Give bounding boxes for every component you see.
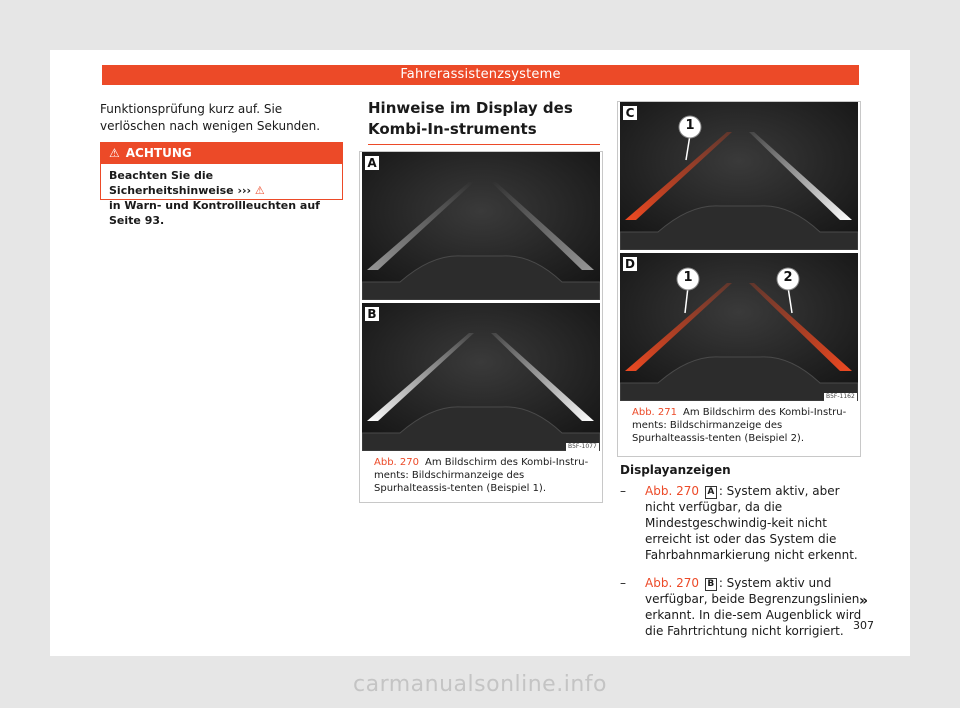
panel-letter-c: C bbox=[623, 106, 637, 120]
panel-key-b: B bbox=[705, 578, 717, 591]
callout-marker-2: 2 bbox=[783, 270, 793, 285]
warning-triangle-icon: ⚠ bbox=[109, 146, 120, 160]
figure-code: B5F-1077 bbox=[568, 443, 597, 450]
page-number: 307 bbox=[853, 619, 874, 632]
list-dash: – bbox=[620, 484, 626, 498]
warning-inline-icon: ⚠ bbox=[254, 184, 265, 197]
panel-a bbox=[362, 152, 600, 300]
lane-display-b bbox=[362, 303, 600, 451]
figure-code: B5F-1162 bbox=[826, 393, 855, 400]
watermark: carmanualsonline.info bbox=[353, 672, 607, 697]
warning-body-prefix: Beachten Sie die Sicherheitshinweise ››› bbox=[109, 169, 252, 197]
caption-text: Am Bildschirm des Kombi-Instru-ments: Bildschirmanzeige des Spurhalteassis-tenten (Beispiel 2). bbox=[632, 407, 847, 444]
warning-header bbox=[101, 143, 342, 164]
list-item-text: : System aktiv, aber nicht verfügbar, da die Mindestgeschwindig-keit nicht erreicht ist oder das System die Fahrbahnmarkierung nicht erkennt. bbox=[645, 484, 858, 562]
list-item bbox=[620, 575, 870, 639]
caption-label: Abb. 270 bbox=[374, 457, 419, 468]
display-heading: Displayanzeigen bbox=[620, 463, 731, 477]
figure-reference-link[interactable]: Abb. 270 bbox=[645, 484, 699, 498]
figure-270-caption bbox=[374, 456, 594, 495]
manual-page bbox=[50, 50, 910, 656]
panel-key-a: A bbox=[705, 486, 717, 499]
callout-marker-1: 1 bbox=[685, 118, 695, 133]
lane-display-c bbox=[620, 102, 858, 250]
figure-271-caption bbox=[632, 406, 852, 445]
warning-title: ACHTUNG bbox=[125, 146, 192, 160]
warning-box bbox=[100, 142, 343, 227]
list-item-text: : System aktiv und verfügbar, beide Begrenzungslinien erkannt. In die-sem Augenblick wird die Fahrtrichtung nicht korrigiert. bbox=[645, 576, 862, 638]
panel-c bbox=[620, 102, 858, 250]
lane-display-d bbox=[620, 253, 858, 401]
warning-body bbox=[101, 164, 342, 228]
panel-d bbox=[620, 253, 858, 401]
figure-271 bbox=[617, 101, 861, 457]
panel-letter-b: B bbox=[365, 307, 379, 321]
intro-paragraph: Funktionsprüfung kurz auf. Sie verlöschen nach wenigen Sekunden. bbox=[100, 102, 321, 133]
list-item bbox=[620, 483, 870, 563]
caption-label: Abb. 271 bbox=[632, 407, 677, 418]
caption-text: Am Bildschirm des Kombi-Instru-ments: Bildschirmanzeige des Spurhalteassis-tenten (Beispiel 1). bbox=[374, 457, 589, 494]
warning-body-suffix: in Warn- und Kontrollleuchten auf Seite 93. bbox=[109, 199, 320, 227]
callout-marker-1: 1 bbox=[683, 270, 693, 285]
panel-letter-a: A bbox=[365, 156, 379, 170]
figure-270 bbox=[359, 151, 603, 503]
section-title: Hinweise im Display des Kombi-In-struments bbox=[368, 98, 600, 145]
list-dash: – bbox=[620, 576, 626, 590]
display-list bbox=[620, 483, 870, 651]
continue-arrow-icon: » bbox=[859, 593, 869, 609]
lane-display-a bbox=[362, 152, 600, 300]
figure-reference-link[interactable]: Abb. 270 bbox=[645, 576, 699, 590]
panel-letter-d: D bbox=[623, 257, 637, 271]
panel-b bbox=[362, 303, 600, 451]
page-header: Fahrerassistenzsysteme bbox=[102, 65, 859, 85]
